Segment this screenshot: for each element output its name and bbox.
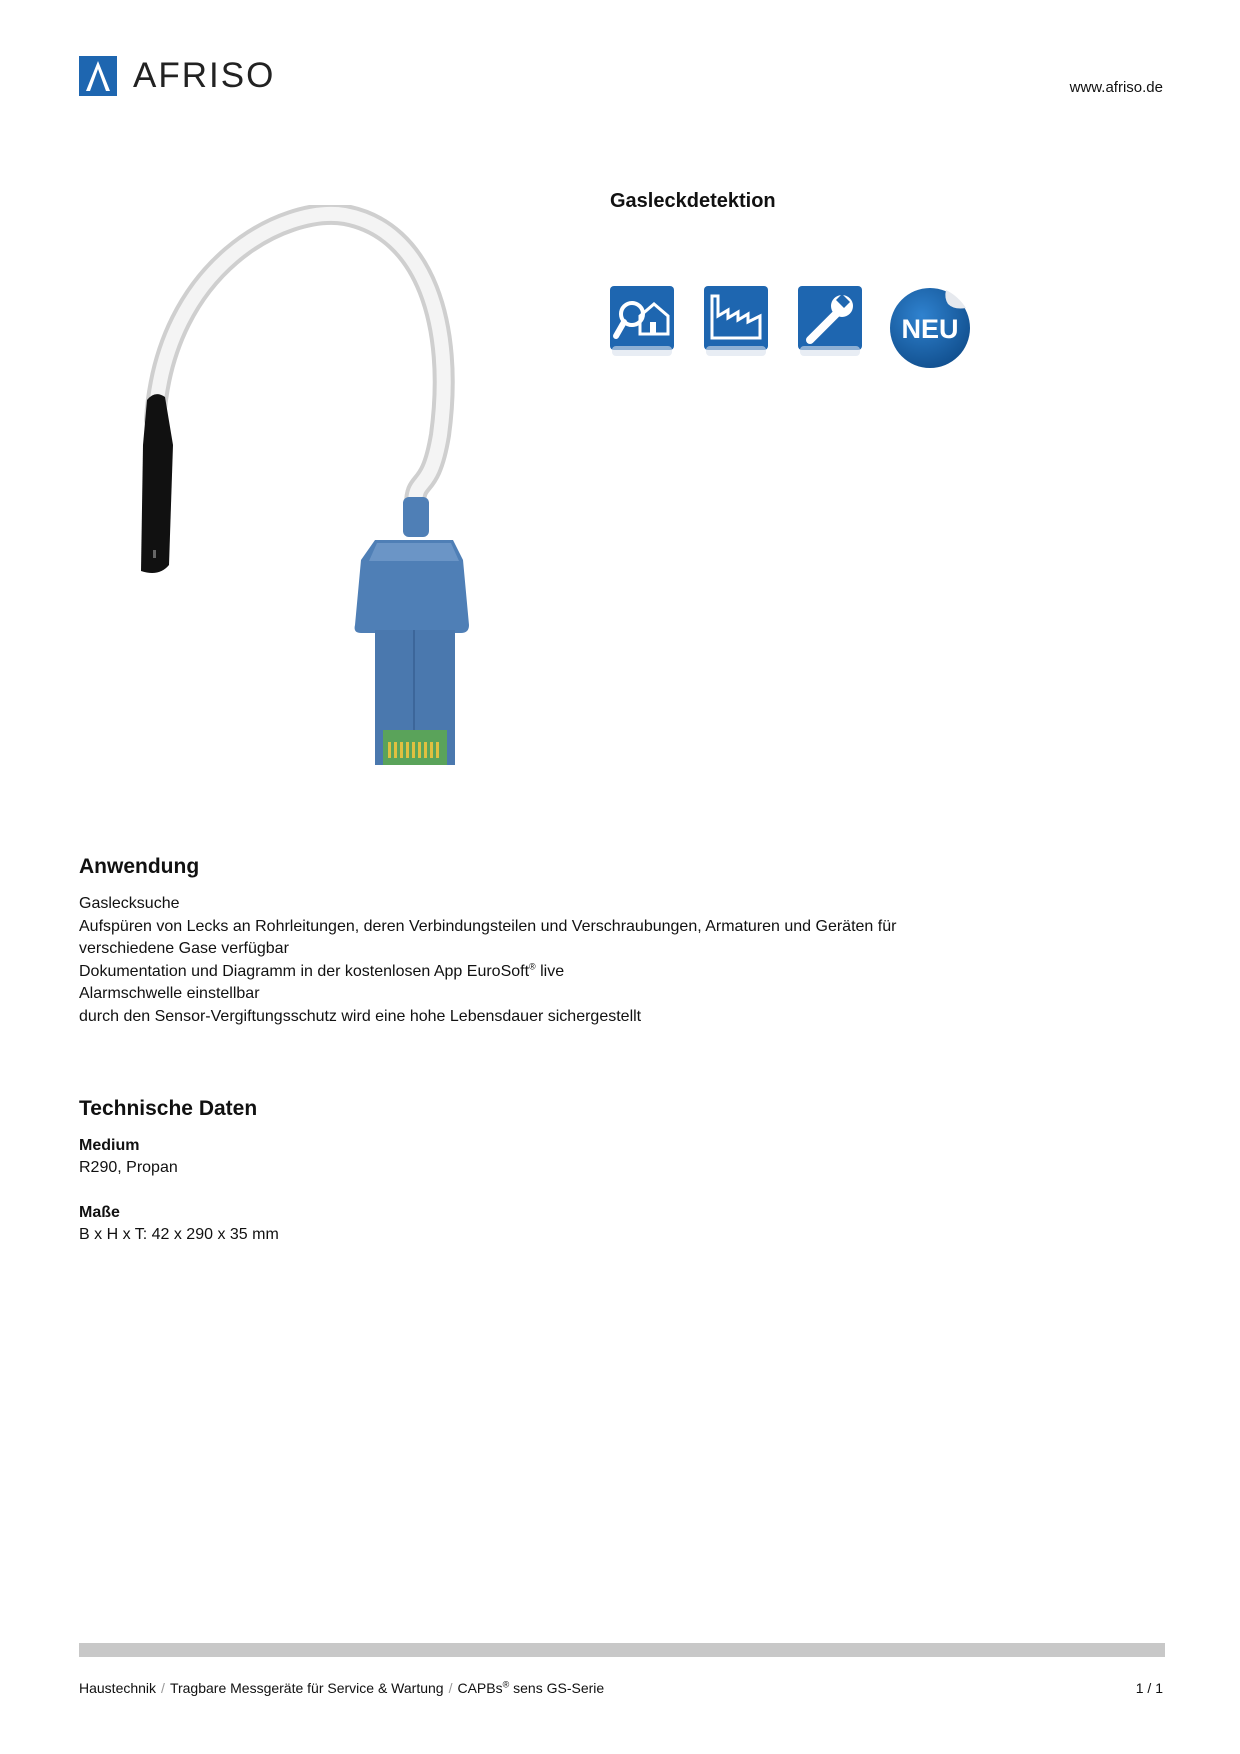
list-item: Aufspüren von Lecks an Rohrleitungen, deren Verbindungsteilen und Verschraubungen, Armaturen und Geräten für verschiedene Gase verfügbar (79, 917, 897, 957)
spec-label: Maße (79, 1204, 120, 1221)
category-title: Gasleckdetektion (610, 190, 776, 212)
section-heading-technische-daten: Technische Daten (79, 1097, 258, 1120)
brand-logo (79, 56, 275, 96)
neu-badge-icon (888, 286, 972, 370)
brand-name: AFRISO (133, 56, 276, 95)
neu-badge-text: NEU (901, 314, 959, 344)
anwendung-list (79, 893, 939, 1028)
spec-value: B x H x T: 42 x 290 x 35 mm (79, 1226, 279, 1243)
breadcrumb-separator: / (161, 1680, 165, 1696)
section-heading-anwendung: Anwendung (79, 855, 200, 878)
wrench-icon (798, 286, 862, 356)
list-item: Alarmschwelle einstellbar (79, 985, 260, 1002)
footer-divider (79, 1643, 1165, 1657)
breadcrumb-separator: / (448, 1680, 453, 1696)
spec-masse (79, 1202, 279, 1246)
factory-icon (704, 286, 768, 356)
website-url[interactable]: www.afriso.de (1069, 79, 1163, 96)
breadcrumb-item-haustechnik[interactable]: Haustechnik (79, 1680, 157, 1696)
page-number: 1 / 1 (1135, 1680, 1163, 1696)
spec-value: R290, Propan (79, 1159, 178, 1176)
spec-label: Medium (79, 1137, 140, 1154)
afriso-logo-icon (79, 56, 117, 96)
list-item: Dokumentation und Diagramm in der kostenlosen App EuroSoft® live (79, 961, 565, 980)
list-item: durch den Sensor-Vergiftungsschutz wird eine hohe Lebensdauer sichergestellt (79, 1007, 642, 1025)
list-item: Gaslecksuche (79, 895, 180, 912)
breadcrumb-item-capbs[interactable]: CAPBs® sens GS-Serie (457, 1679, 605, 1696)
breadcrumb (79, 1680, 604, 1696)
breadcrumb-item-messgeraete[interactable]: Tragbare Messgeräte für Service & Wartung (169, 1680, 444, 1696)
magnifier-house-icon (610, 286, 674, 356)
product-image (125, 205, 545, 775)
feature-icons (610, 286, 972, 370)
spec-medium (79, 1135, 178, 1179)
